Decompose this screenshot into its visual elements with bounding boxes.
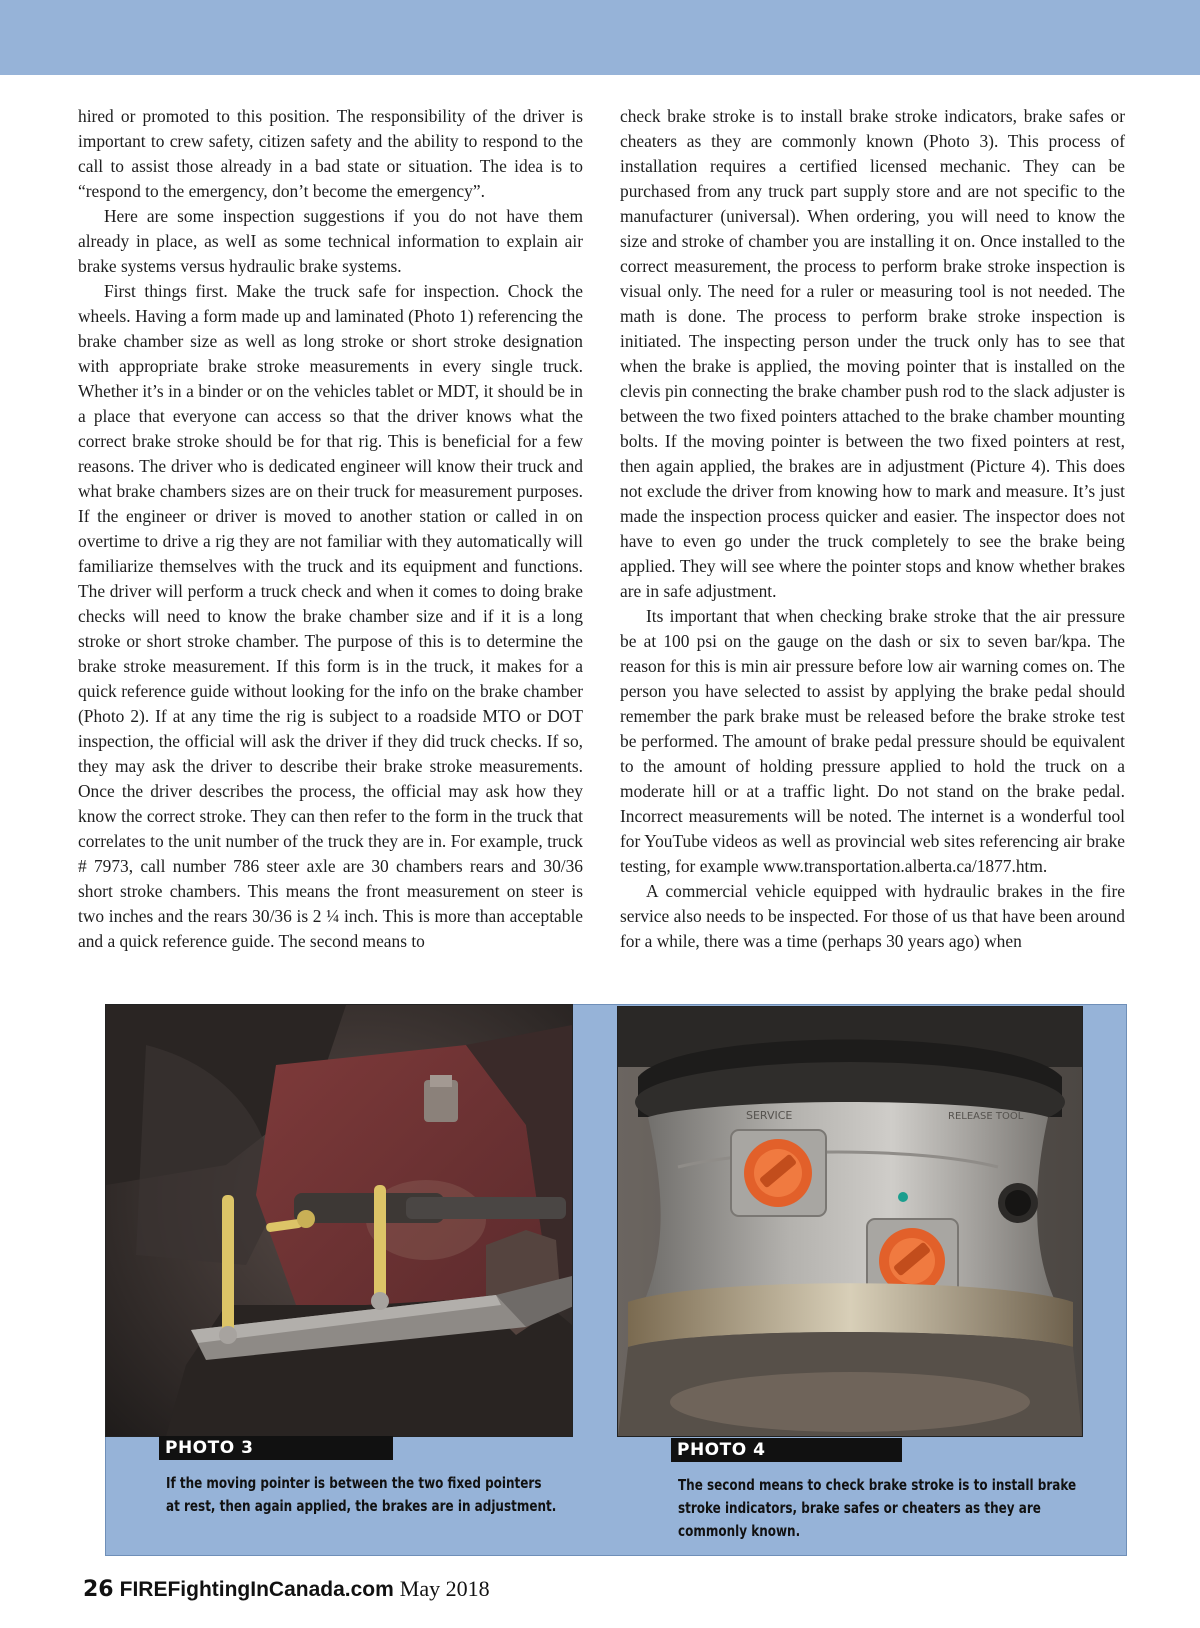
page-footer	[83, 1576, 490, 1602]
photo-4-brake-chamber	[617, 1006, 1083, 1437]
paragraph: Its important that when checking brake stroke that the air pressure be at 100 psi on the gauge on the dash or six to seven bar/kpa. The reason for this is min air pressure before low air warning comes on. The person you have selected to assist by applying the brake pedal should remember the park brake must be released before the brake stroke test be performed. The amount of brake pedal pressure should be equivalent to the amount of holding pressure applied to hold the truck on a moderate hill or at a traffic light. Do not stand on the brake pedal. Incorrect measurements will be noted. The internet is a wonderful tool for YouTube videos as well as provincial web sites referencing air brake testing, for example www.transportation.alberta.ca/1877.htm.	[620, 606, 1125, 876]
photo-3-brake-indicator	[105, 1004, 573, 1437]
paragraph: hired or promoted to this position. The responsibility of the driver is important to crew safety, citizen safety and the ability to respond to the call to assist those already in a bad state or situation. The idea is to “respond to the emergency, don’t become the emergency”.	[78, 106, 583, 201]
photo-4-label: PHOTO 4	[671, 1438, 902, 1462]
issue-date: May 2018	[399, 1576, 490, 1601]
page-number: 26	[83, 1577, 114, 1602]
paragraph: Here are some inspection suggestions if you do not have them already in place, as welI as some technical information to explain air brake systems versus hydraulic brake systems.	[78, 206, 583, 276]
photo-4-caption: The second means to check brake stroke is to install brake stroke indicators, brake safes or cheaters as they are commonly known.	[678, 1476, 1077, 1540]
site-name: FIREFightingInCanada.com	[119, 1578, 394, 1601]
paragraph: check brake stroke is to install brake stroke indicators, brake safes or cheaters as they are commonly known (Photo 3). This process of installation requires a certified licensed mechanic. They can be purchased from any truck part supply store and are not specific to the manufacturer (universal). When ordering, you will need to know the size and stroke of chamber you are installing it on. Once installed to the correct measurement, the process to perform brake stroke inspection is visual only. The need for a ruler or measuring tool is not needed. The math is done. The process to perform brake stroke inspection is initiated. The inspecting person under the truck only has to see that when the brake is applied, the moving pointer that is installed on the clevis pin connecting the brake chamber push rod to the slack adjuster is between the two fixed pointers attached to the brake chamber mounting bolts. If the moving pointer is between the two fixed pointers at rest, then again applied, the brakes are in adjustment (Picture 4). This does not exclude the driver from knowing how to mark and measure. It’s just made the inspection process quicker and easier. The inspector does not have to even go under the truck completely to see the brake being applied. They will see where the pointer stops and know whether brakes are in safe adjustment.	[620, 106, 1125, 601]
article-column-right	[620, 104, 1125, 954]
chamber-release-text: RELEASE TOOL	[948, 1111, 1024, 1122]
article-column-left	[78, 104, 583, 954]
header-band	[0, 0, 1200, 75]
chamber-service-text: SERVICE	[746, 1109, 793, 1122]
paragraph: A commercial vehicle equipped with hydraulic brakes in the fire service also needs to be inspected. For those of us that have been around for a while, there was a time (perhaps 30 years ago) when	[620, 881, 1125, 951]
photo-3-caption: If the moving pointer is between the two fixed pointers at rest, then again applied, the brakes are in adjustment.	[166, 1474, 557, 1515]
paragraph: First things first. Make the truck safe for inspection. Chock the wheels. Having a form made up and laminated (Photo 1) referencing the brake chamber size as well as long stroke or short stroke designation with appropriate brake stroke measurements in every single truck. Whether it’s in a binder or on the vehicles tablet or MDT, it should be in a place that everyone can access so that the driver knows what the correct brake stroke should be for that rig. This is beneficial for a few reasons. The driver who is dedicated engineer will know their truck and what brake chambers sizes are on their truck for measurement purposes. If the engineer or driver is moved to another station or called in on overtime to drive a rig they are not familiar with they automatically will familiarize themselves with the truck and its equipment and functions. The driver will perform a truck check and when it comes to doing brake checks will need to know the brake chamber size and if it is a long stroke or short stroke chamber. The purpose of this is to determine the brake stroke measurement. If this form is in the truck, it makes for a quick reference guide without looking for the info on the brake chamber (Photo 2). If at any time the rig is subject to a roadside MTO or DOT inspection, the official will ask the driver if they did truck checks. If so, they may ask the driver to describe their brake stroke measurements. Once the driver describes the process, the official may ask how they know the correct stroke. They can then refer to the form in the truck that correlates to the unit number of the truck they are in. For example, truck # 7973, call number 786 steer axle are 30 chambers rears and 30/36 short stroke chambers. This means the front measurement on steer is two inches and the rears 30/36 is 2 ¼ inch. This is more than acceptable and a quick reference guide. The second means to	[78, 281, 583, 951]
photo-3-label: PHOTO 3	[159, 1436, 393, 1460]
